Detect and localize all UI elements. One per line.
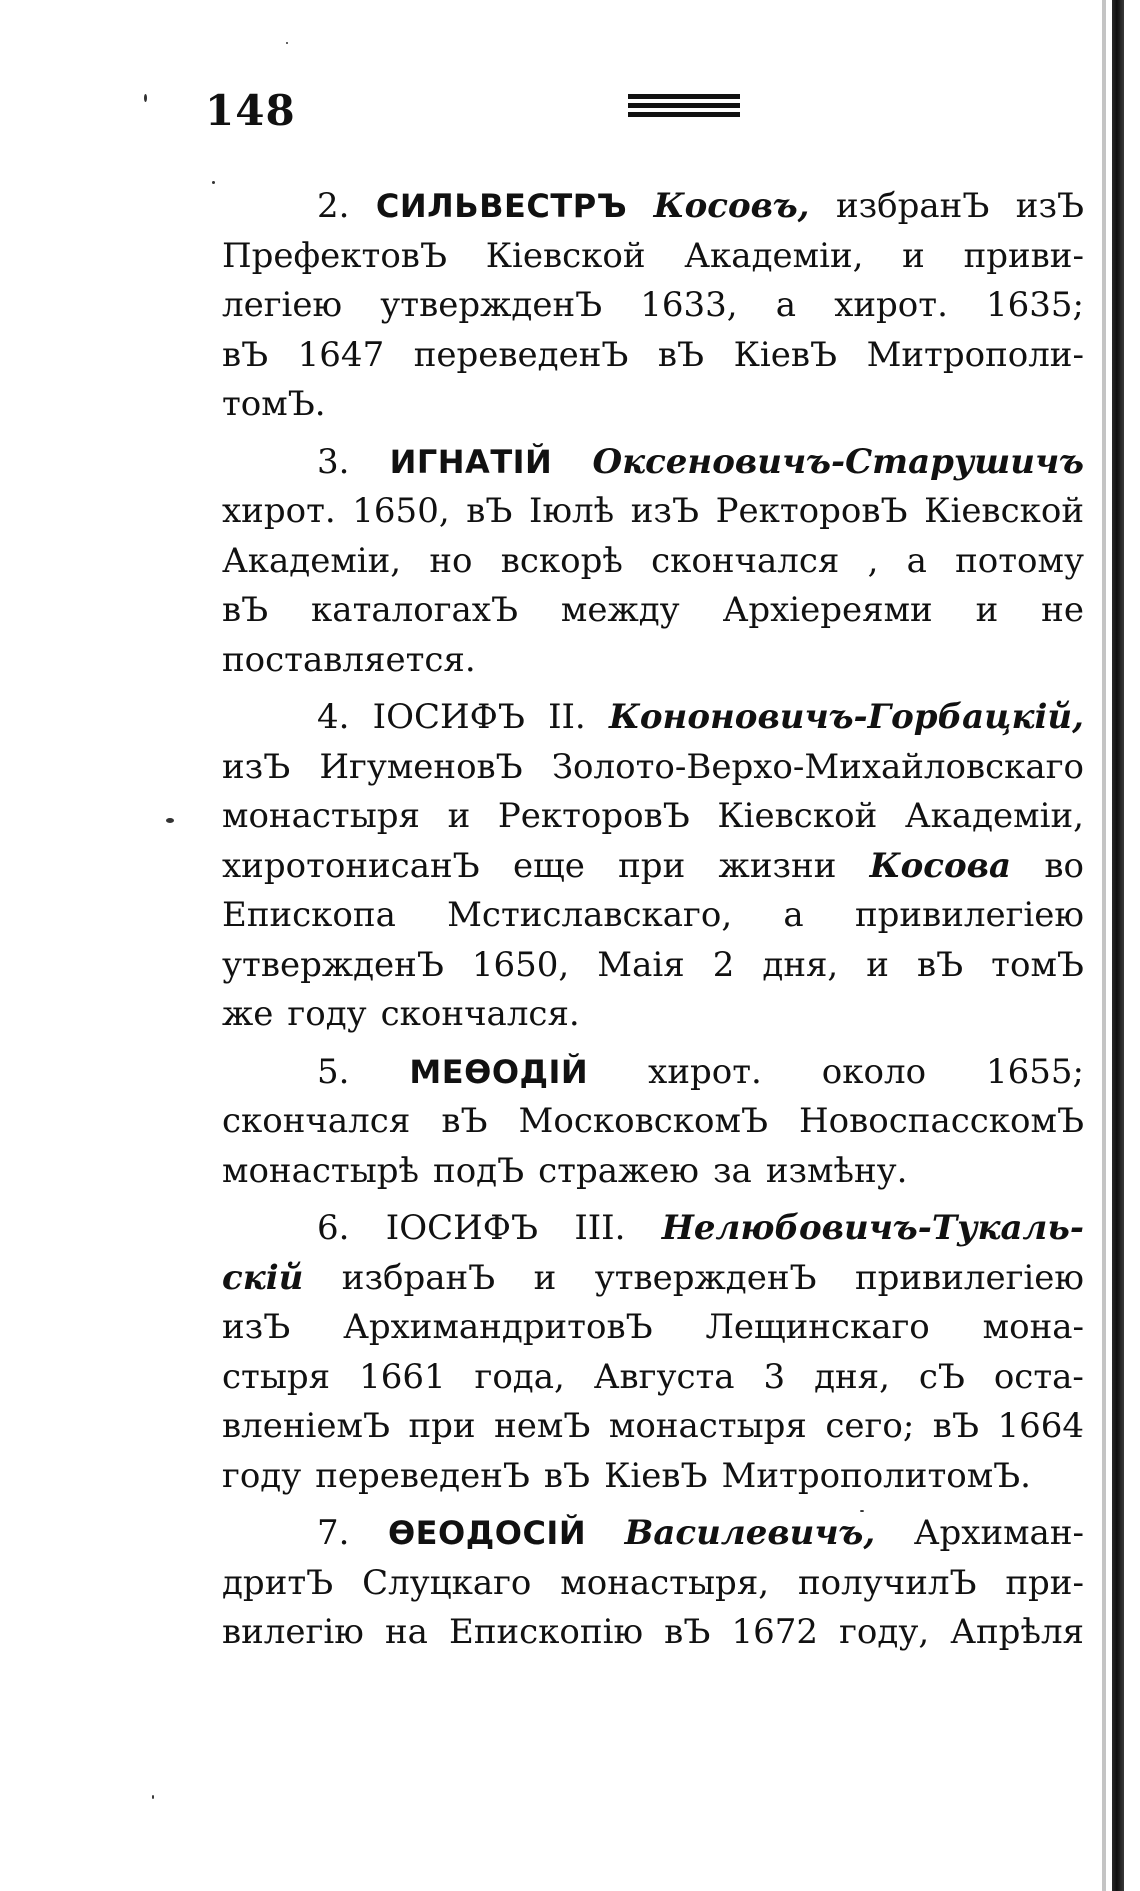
word: при-	[1005, 1562, 1084, 1603]
word: привилегіею	[854, 1257, 1084, 1298]
word: НовоспасскомЪ	[799, 1101, 1084, 1141]
word: ІОСИФЪ	[372, 697, 525, 737]
word: подЪ	[433, 1150, 525, 1191]
word: монастырѣ	[222, 1150, 420, 1191]
text-line	[222, 1402, 1084, 1452]
word: сего;	[825, 1406, 915, 1446]
text-line	[222, 990, 1084, 1040]
text-line	[222, 1608, 1084, 1658]
entry-surname: Косова	[869, 845, 1012, 886]
word: еще	[512, 845, 585, 886]
entry-surname: Косовъ,	[653, 186, 810, 226]
text-line	[222, 792, 1084, 842]
word: стражею	[538, 1150, 699, 1191]
word: изЪ	[630, 491, 699, 531]
word: вЪ	[916, 944, 964, 985]
text-line	[222, 636, 1084, 686]
word: Епископа	[222, 895, 396, 935]
page-binding-edge	[1112, 0, 1124, 1891]
text-line	[222, 281, 1084, 331]
word: поставляется.	[222, 639, 476, 680]
word: при	[618, 845, 686, 886]
entry-paragraph	[222, 1048, 1084, 1197]
entry-surname: Василевичъ,	[624, 1513, 876, 1553]
entry-surname: Оксеновичъ-Старушичъ	[592, 441, 1084, 482]
word: дня,	[814, 1356, 890, 1397]
word: стыря	[222, 1356, 331, 1397]
word: Апрѣля	[950, 1612, 1084, 1652]
word: на	[384, 1612, 428, 1652]
entry-surname: скій	[222, 1257, 304, 1298]
page-edge-shadow	[1102, 0, 1106, 1891]
entry-surname: Кононовичъ-Горбацкій,	[608, 697, 1084, 737]
paragraph-gap	[222, 1196, 1084, 1204]
word: Августа	[593, 1356, 735, 1397]
scan-speck	[212, 181, 215, 184]
word: году,	[839, 1612, 930, 1652]
scan-speck	[144, 94, 147, 102]
header-rule	[628, 94, 740, 126]
entry-name: ѲЕОДОСІЙ	[387, 1514, 587, 1552]
word: избранЪ	[835, 186, 990, 226]
word: хирот.	[834, 285, 948, 325]
word: скончался.	[380, 994, 580, 1034]
word: МосковскомЪ	[518, 1101, 768, 1141]
word: Митрополи-	[866, 334, 1084, 375]
word: дня,	[762, 944, 839, 985]
entry-name: СИЛЬВЕСТРЪ	[375, 187, 628, 225]
entry-surname: Нелюбовичъ-Тукаль-	[661, 1208, 1084, 1248]
word: АрхимандритовЪ	[343, 1307, 653, 1347]
word: 1664	[997, 1406, 1084, 1446]
text-line	[222, 487, 1084, 537]
word: вЪ	[222, 590, 269, 630]
text-line	[222, 380, 1084, 430]
text-line	[222, 232, 1084, 282]
word: Архиман-	[913, 1513, 1084, 1553]
word: 5.	[317, 1051, 350, 1092]
text-line	[222, 1452, 1084, 1502]
word: Кіевской	[924, 491, 1084, 531]
word: получилЪ	[797, 1562, 977, 1603]
word: приви-	[963, 235, 1084, 276]
word: МитрополитомЪ.	[721, 1455, 1031, 1496]
word: легіею	[222, 285, 343, 325]
word: и	[975, 590, 999, 630]
word: Лещинскаго	[705, 1307, 930, 1347]
word: изЪ	[1015, 186, 1084, 226]
word: Епископію	[449, 1612, 644, 1652]
word: избранЪ	[341, 1257, 496, 1298]
word: измѣну.	[765, 1150, 908, 1191]
word: скончался	[222, 1101, 411, 1141]
word: но	[429, 540, 473, 581]
word: 1650,	[471, 944, 570, 985]
word: а	[783, 895, 804, 935]
paragraph-gap	[222, 1501, 1084, 1509]
word: хирот.	[222, 491, 336, 531]
text-line	[222, 1097, 1084, 1147]
word: вскорѣ	[500, 540, 623, 581]
word: 1655;	[986, 1051, 1084, 1092]
word: монастыря	[608, 1406, 807, 1446]
word: около	[821, 1051, 927, 1092]
word: сЪ	[918, 1356, 965, 1397]
word: ,	[867, 540, 879, 581]
text-line	[222, 693, 1084, 743]
page-number: 148	[205, 86, 296, 135]
word: ПрефектовЪ	[222, 235, 447, 276]
word: вЪ	[466, 491, 513, 531]
word: 1672	[731, 1612, 818, 1652]
word: Академіи,	[222, 540, 402, 581]
word: и	[902, 235, 925, 276]
word: Маія	[597, 944, 685, 985]
word: Кіевской	[717, 796, 878, 836]
word: и	[533, 1257, 557, 1298]
word: томЪ	[991, 944, 1084, 985]
word: ІОСИФЪ	[385, 1208, 538, 1248]
word: и	[866, 944, 889, 985]
word: немЪ	[494, 1406, 591, 1446]
word: 6.	[317, 1208, 350, 1248]
word: Золото-Верхо-Михайловскаго	[551, 746, 1084, 787]
entry-paragraph	[222, 438, 1084, 686]
word: года,	[474, 1356, 565, 1397]
word: 4.	[317, 697, 350, 737]
word: Архіереями	[722, 590, 933, 630]
word: при	[408, 1406, 476, 1446]
word: 1633,	[640, 285, 738, 325]
word: 1635;	[986, 285, 1084, 325]
paragraph-gap	[222, 685, 1084, 693]
word: же	[222, 994, 274, 1034]
text-line	[222, 941, 1084, 991]
word: 1647	[297, 334, 385, 375]
word: II.	[548, 697, 586, 737]
word: привилегіею	[854, 895, 1084, 935]
word: КіевЪ	[733, 334, 838, 375]
word: а	[906, 540, 927, 581]
word: за	[713, 1150, 752, 1191]
word: 3.	[317, 441, 350, 482]
word: не	[1041, 590, 1084, 630]
word: каталогахЪ	[311, 590, 518, 630]
word: изЪ	[222, 746, 291, 787]
word: вленіемЪ	[222, 1406, 390, 1446]
word: между	[560, 590, 680, 630]
word: Мстиславскаго,	[447, 895, 733, 935]
word: вЪ	[932, 1406, 979, 1446]
word: монастыря,	[560, 1562, 770, 1603]
text-line	[222, 743, 1084, 793]
word: Кіевской	[485, 235, 646, 276]
scan-speck	[152, 1795, 154, 1799]
word: изЪ	[222, 1307, 291, 1347]
word: РекторовЪ	[715, 491, 908, 531]
word: переведенЪ	[413, 334, 629, 375]
word: Слуцкаго	[362, 1562, 532, 1603]
scan-speck	[166, 818, 174, 823]
word: а	[775, 285, 797, 325]
word: вЪ	[441, 1101, 488, 1141]
paragraph-gap	[222, 1040, 1084, 1048]
paragraph-gap	[222, 430, 1084, 438]
word: Іюлѣ	[529, 491, 615, 531]
scan-speck	[286, 42, 288, 44]
word: ИгуменовЪ	[319, 746, 523, 787]
word: году	[287, 994, 367, 1034]
word: и	[447, 796, 471, 836]
text-line	[222, 537, 1084, 587]
entry-paragraph	[222, 693, 1084, 1040]
entry-paragraph	[222, 1509, 1084, 1658]
word: утвержденЪ	[594, 1257, 817, 1298]
text-line	[222, 182, 1084, 232]
entry-paragraph	[222, 1204, 1084, 1501]
text-line	[222, 1147, 1084, 1197]
entry-paragraph	[222, 182, 1084, 430]
word: 1650,	[352, 491, 450, 531]
word: 2.	[317, 186, 350, 226]
word: утвержденЪ	[222, 944, 444, 985]
word: 7.	[317, 1513, 350, 1553]
text-line	[222, 1559, 1084, 1609]
word: вЪ	[222, 334, 269, 375]
text-line	[222, 1254, 1084, 1304]
word: дритЪ	[222, 1562, 334, 1603]
word: хирот.	[648, 1051, 762, 1092]
word: томЪ.	[222, 384, 326, 424]
text-line	[222, 1353, 1084, 1403]
word: Академіи,	[904, 796, 1084, 836]
text-line	[222, 1509, 1084, 1559]
entry-name: ИГНАТІЙ	[389, 442, 553, 481]
text-line	[222, 842, 1084, 892]
word: жизни	[718, 845, 837, 886]
text-line	[222, 1204, 1084, 1254]
word: 3	[763, 1356, 786, 1397]
word: хиротонисанЪ	[222, 845, 480, 886]
word: КіевЪ	[604, 1455, 708, 1496]
word: во	[1044, 845, 1084, 886]
scan-speck	[860, 1510, 864, 1512]
word: вЪ	[543, 1455, 591, 1496]
text-line	[222, 331, 1084, 381]
word: вилегію	[222, 1612, 364, 1652]
text-body	[222, 182, 1084, 1658]
word: оста-	[993, 1356, 1084, 1397]
word: 2	[712, 944, 735, 985]
text-line	[222, 891, 1084, 941]
word: потому	[955, 540, 1084, 581]
word: году	[222, 1455, 302, 1496]
text-line	[222, 1048, 1084, 1098]
text-line	[222, 438, 1084, 488]
word: РекторовЪ	[497, 796, 690, 836]
word: 1661	[359, 1356, 446, 1397]
word: утвержденЪ	[380, 285, 603, 325]
word: монастыря	[222, 796, 420, 836]
text-line	[222, 1303, 1084, 1353]
word: вЪ	[657, 334, 705, 375]
entry-name: МЕѲОДІЙ	[409, 1052, 589, 1091]
word: мона-	[982, 1307, 1084, 1347]
text-line	[222, 586, 1084, 636]
word: III.	[574, 1208, 626, 1248]
word: Академіи,	[684, 235, 864, 276]
word: скончался	[651, 540, 840, 581]
word: переведенЪ	[315, 1455, 530, 1496]
word: вЪ	[664, 1612, 711, 1652]
